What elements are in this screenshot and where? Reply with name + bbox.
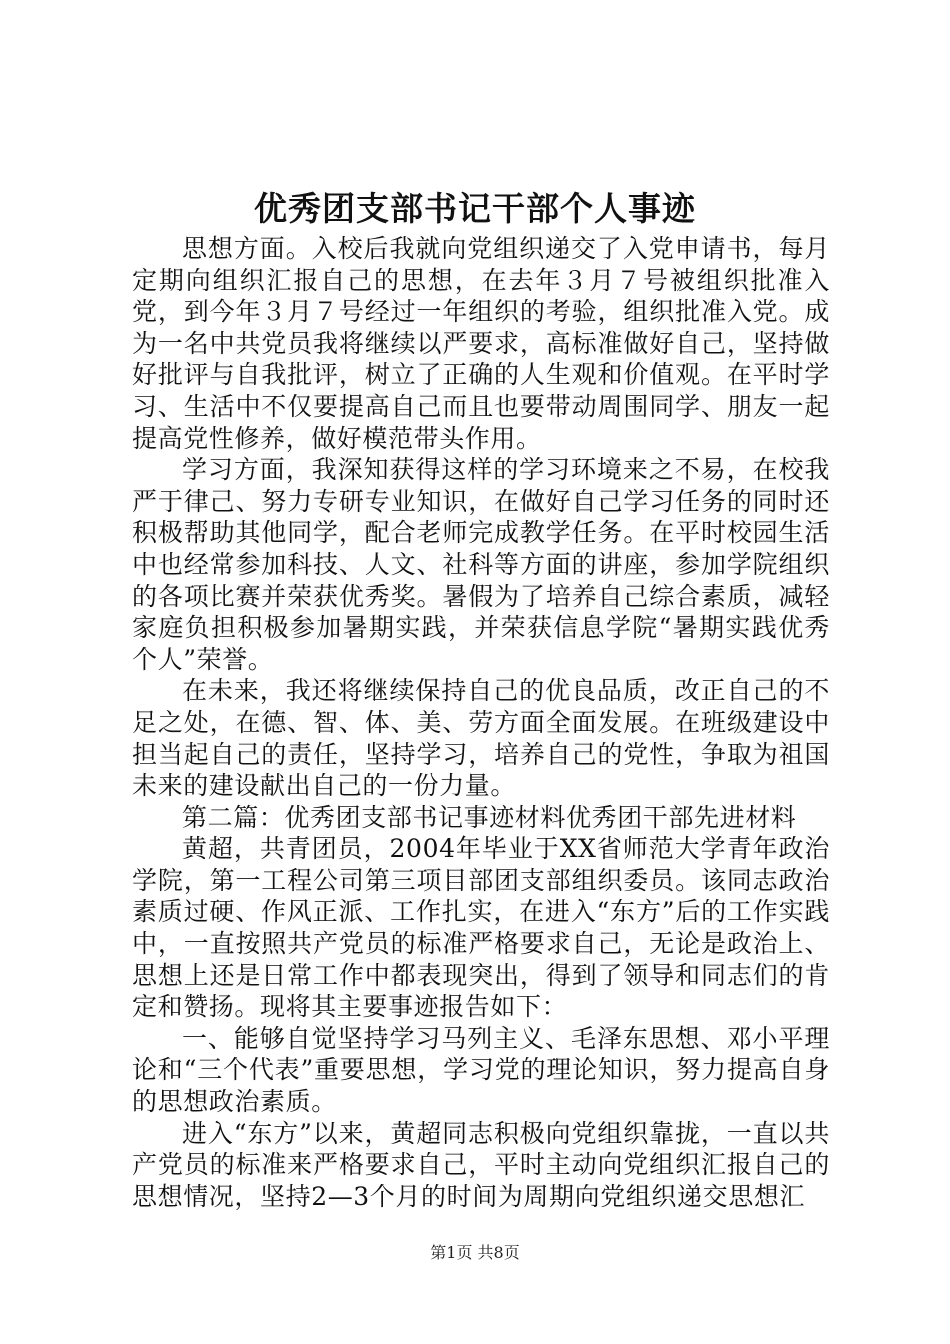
paragraph-joining: 进入“东方”以来，黄超同志积极向党组织靠拢，一直以共产党员的标准来严格要求自己，平时主动向党组织汇报自己的思想情况，坚持2—3个月的时间为周期向党组织递交思想汇 [132,1118,830,1211]
paragraph-study: 学习方面，我深知获得这样的学习环境来之不易，在校我严于律己、努力专研专业知识，在做好自己学习任务的同时还积极帮助其他同学，配合老师完成教学任务。在平时校园生活中也经常参加科技、人文、社科等方面的讲座，参加学院组织的各项比赛并荣获优秀奖。暑假为了培养自己综合素质，减轻家庭负担积极参加暑期实践，并荣获信息学院“暑期实践优秀个人”荣誉。 [132,455,830,674]
paragraph-future: 在未来，我还将继续保持自己的优良品质，改正自己的不足之处，在德、智、体、美、劳方面全面发展。在班级建设中担当起自己的责任，坚持学习，培养自己的党性，争取为祖国未来的建设献出自己的一份力量。 [132,676,830,801]
section-heading-part-two: 第二篇：优秀团支部书记事迹材料优秀团干部先进材料 [182,802,797,832]
paragraph-thought: 思想方面。入校后我就向党组织递交了入党申请书，每月定期向组织汇报自己的思想，在去年３月７号被组织批准入党，到今年３月７号经过一年组织的考验，组织批准入党。成为一名中共党员我将继续以严要求，高标准做好自己，坚持做好批评与自我批评，树立了正确的人生观和价值观。在平时学习、生活中不仅要提高自己而且也要带动周围同学、朋友一起提高党性修养，做好模范带头作用。 [132,234,830,453]
paragraph-introduction: 黄超，共青团员，2004年毕业于XX省师范大学青年政治学院，第一工程公司第三项目部团支部组织委员。该同志政治素质过硬、作风正派、工作扎实，在进入“东方”后的工作实践中，一直按照共产党员的标准严格要求自己，无论是政治上、思想上还是日常工作中都表现突出，得到了领导和同志们的肯定和赞扬。现将其主要事迹报告如下： [132,834,830,1022]
document-body [132,233,830,1212]
paragraph-point-one: 一、能够自觉坚持学习马列主义、毛泽东思想、邓小平理论和“三个代表”重要思想，学习党的理论知识，努力提高自身的思想政治素质。 [132,1023,830,1117]
document-title: 优秀团支部书记干部个人事迹 [254,189,696,228]
page-number-footer: 第1页 共8页 [430,1243,520,1262]
